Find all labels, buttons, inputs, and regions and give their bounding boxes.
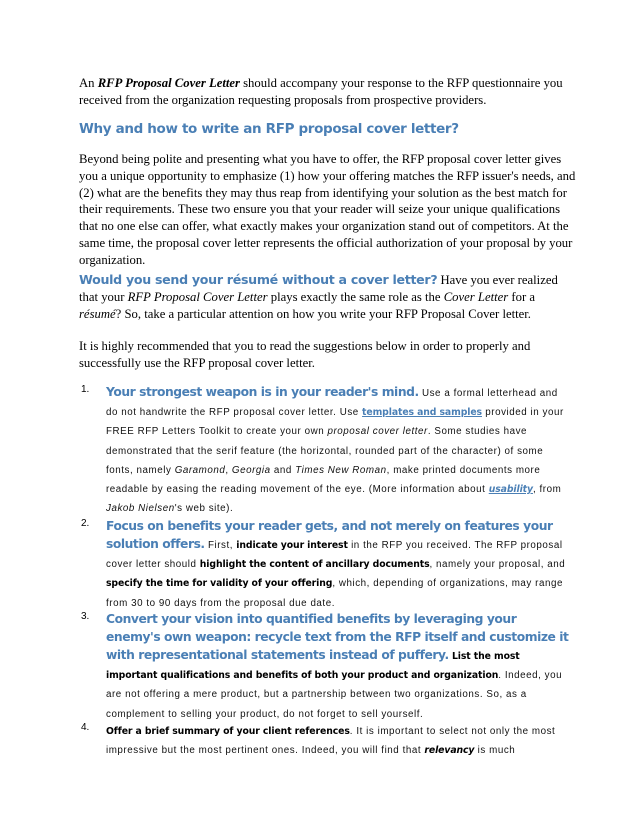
item-bold: Offer a brief summary of your client references [106,726,350,737]
item-text: 's web site). [174,503,234,515]
item-text: Use a formal letterhead and do not handwrite the RFP proposal cover letter. Use [106,388,558,419]
list-item-body [106,388,564,514]
list-item-content [106,721,572,759]
item-text: is much [474,745,516,757]
item-text: First, [204,540,237,551]
resume-italic-3: résumé [79,306,116,321]
list-number: 4. [81,722,90,733]
usability-link[interactable]: usability [488,484,533,496]
item-text: provided in your FREE RFP Letters Toolkit to create your own [106,407,564,438]
resume-italic-2: Cover Letter [443,289,509,304]
list-item-content [106,517,572,612]
item-text: , which, depending of organizations, may range from 30 to 90 days from the proposal due date. [106,578,563,609]
item-bold: indicate your interest [236,540,348,551]
intro-paragraph [79,75,579,109]
item-italic: proposal cover letter [327,426,428,438]
templates-samples-link[interactable]: templates and samples [362,407,482,419]
font-name-garamond: Garamond [174,464,226,476]
font-name-georgia: Georgia [231,464,271,476]
intro-emphasis: RFP Proposal Cover Letter [97,76,240,90]
resume-italic-1: RFP Proposal Cover Letter [127,289,268,304]
intro-text-rest: should accompany your response to the RFP questionnaire you received from the organization requesting proposals from prospective providers. [79,76,563,107]
list-item-heading: Your strongest weapon is in your reader's mind. [106,385,419,399]
intro-text: An [79,76,98,90]
font-name-times: Times New Roman [295,464,387,476]
item-text: , make printed documents more readable by easing the reading movement of the eye. (More information about [106,464,541,496]
item-text: in the RFP you received. The RFP proposal cover letter should [106,540,563,571]
item-text: . Some studies have demonstrated that the serif feature (the horizontal, rounded part of the character) of some fonts, namely [106,426,544,476]
item-bold: specify the time for validity of your offering [106,578,333,590]
item-text: and [270,464,296,476]
item-text: . It is important to select not only the most impressive but the most pertinent ones. Indeed, you will find that [106,726,556,757]
item-text: . Indeed, you are not offering a mere product, but a partnership between two organizations. So, as a complement to selling your product, do not forget to sell yourself. [106,670,563,720]
list-item-heading: Focus on benefits your reader gets, and not merely on features your solution offers. [106,519,553,551]
item-bold: List the most important qualifications and benefits of both your product and organization [106,651,520,682]
paragraph-benefits: Beyond being polite and presenting what you have to offer, the RFP proposal cover letter gives you a unique opportunity to emphasize (1) how your offering matches the RFP issuer's needs, and (2) what are the benefits they may thus reap from identifying your solution as the best match for their requirements. These two ensure you that your reader will seize your unique qualifications that no one else can offer, what exactly makes your organization stand out of competitors. At the same time, the proposal cover letter represents the official authorization of your proposal by your organization. [79,152,576,267]
list-number: 3. [81,611,90,622]
list-item-content [106,610,572,723]
paragraph-recommendation: It is highly recommended that you to read the suggestions below in order to properly and successfully use the RFP proposal cover letter. [79,339,531,370]
list-number: 2. [81,518,90,529]
item-text: , namely your proposal, and [429,559,566,571]
paragraph-resume [79,272,579,322]
list-item-content [106,383,572,517]
list-number: 1. [81,384,90,395]
item-text: , [225,464,232,476]
resume-text-3: for a [508,289,535,304]
item-bold-italic: relevancy [424,745,475,757]
list-item-body [106,726,555,756]
resume-question-heading: Would you send your résumé without a cover letter? [79,272,438,287]
author-name: Jakob Nielsen [106,503,175,515]
resume-text-4: ? So, take a particular attention on how you write your RFP Proposal Cover letter. [115,306,531,321]
list-item-heading: Convert your vision into quantified benefits by leveraging your enemy's own weapon: recycle text from the RFP itself and customize it with representational statements instead of puffery. [106,612,569,662]
resume-text-1: Have you ever realized that your [79,273,558,304]
resume-text-2: plays exactly the same role as the [267,289,444,304]
section-heading: Why and how to write an RFP proposal cover letter? [79,121,459,137]
item-bold: highlight the content of ancillary documents [199,559,430,571]
item-text: , from [532,484,562,496]
